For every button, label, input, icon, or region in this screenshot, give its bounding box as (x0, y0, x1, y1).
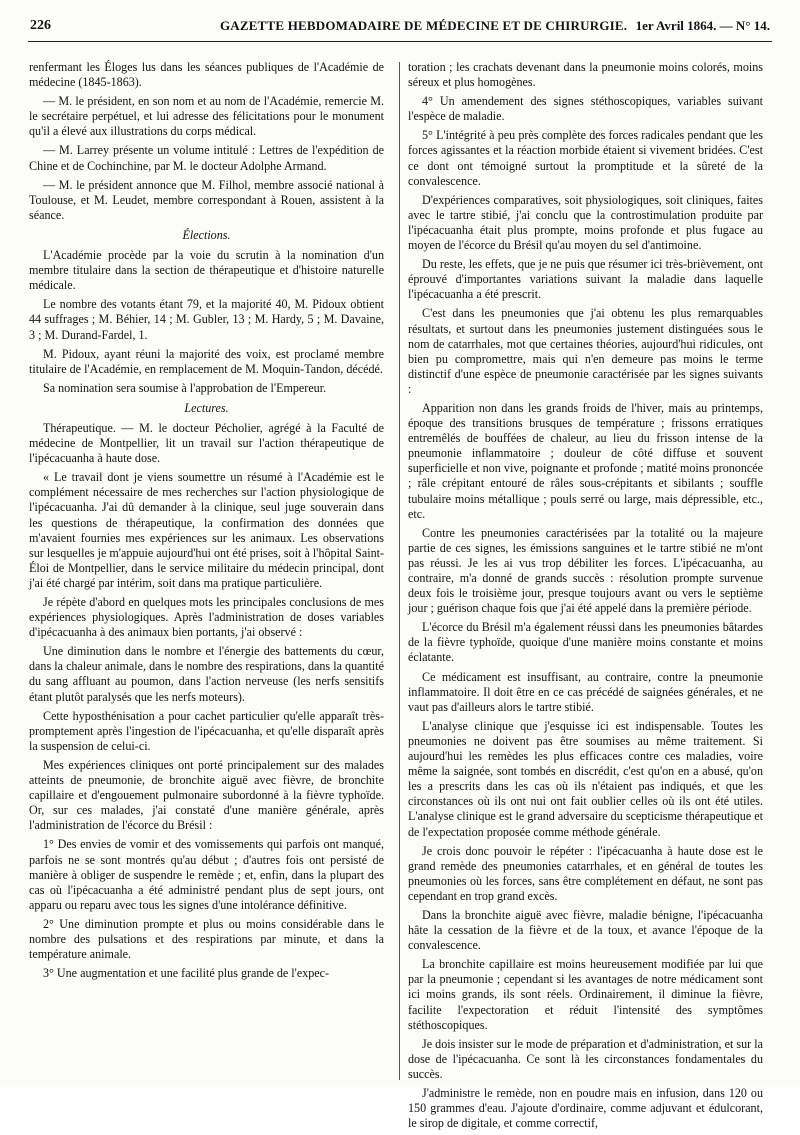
paragraph: 3° Une augmentation et une facilité plus grande de l'expec- (43, 966, 330, 981)
paragraph: C'est dans les pneumonies que j'ai obtenu les plus remarquables résultats, et surtout dans les pneumonies justement distinguées sous le nom de catarrhales, mot que certaines théories, aujourd'hui ridicules, ont bien pu compromettre, mais qui n'en demeure pas moins le terme distinctif d'une espèce de pneumonie caractérisée par les signes suivants : (408, 306, 763, 396)
paragraph: 2° Une diminution prompte et plus ou moins considérable dans le nombre des pulsations et des respirations par minute, et dans la température animale. (29, 916, 384, 962)
paragraph: Apparition non dans les grands froids de l'hiver, mais au printemps, époque des transitions brusques de température ; frissons erratiques entremêlés de bouffées de chaleur, au lieu du frisson intense de la pneumonie inflammatoire ; douleur de côté diffuse et souvent superficielle et non vive, poignante et profonde ; matité moins prononcée ; râle crépitant entouré de râles sous-crépitants et sibilants ; souffle tubulaire moins métallique ; pouls serré ou large, mais dépressible, etc., etc. (408, 400, 763, 521)
header-rule (28, 41, 772, 42)
paragraph: — M. le président annonce que M. Filhol, membre associé national à Toulouse, et M. Leudet, membre correspondant à Rouen, assistent à la séance. (29, 177, 384, 222)
section-heading-elections: Élections. (182, 227, 231, 242)
paragraph: — M. Larrey présente un volume intitulé : Lettres de l'expédition de Chine et de Cochinchine, par M. le docteur Adolphe Armand. (29, 143, 384, 173)
paragraph: — M. le président, en son nom et au nom de l'Académie, remercie M. le secrétaire perpétuel, et lui adresse des félicitations pour le monument qu'il a élevé aux illustrations du corps médical. (29, 94, 384, 139)
paragraph: renfermant les Éloges lus dans les séances publiques de l'Académie de médecine (1845-1863). (29, 60, 384, 90)
paragraph: Du reste, les effets, que je ne puis que résumer ici très-brièvement, ont éprouvé d'importantes variations suivant la maladie dans laquelle l'ipécacuanha a été prescrit. (408, 257, 763, 302)
paragraph: L'analyse clinique que j'esquisse ici est indispensable. Toutes les pneumonies ne doivent pas être soumises au même traitement. Si aujourd'hui les remèdes les plus efficaces contre ces maladies, voire même la saignée, sont tombés en discrédit, c'est qu'on en a abusé, qu'on les a prescrits dans les cas où ils n'étaient pas indiqués, et que les circonstances où ils ont nui ont fait oublier celles où ils ont été utiles. L'analyse clinique est le grand adversaire du scepticisme thérapeutique et de l'expectation proposée comme méthode générale. (408, 718, 763, 839)
paragraph: La bronchite capillaire est moins heureusement modifiée par lui que par la pneumonie ; cependant si les avantages de notre médicament sont ici moins grands, ils sont réels. Ordinairement, il diminue la fièvre, facilite l'expectoration et réduit l'intensité des symptômes stéthoscopiques. (408, 957, 763, 1032)
paragraph: Mes expériences cliniques ont porté principalement sur des malades atteints de pneumonie, de bronchite aiguë avec fièvre, de bronchite capillaire et d'engouement pulmonaire subordonné à la fièvre typhoïde. Or, sur ces malades, j'ai constaté d'une manière générale, après l'administration de l'écorce du Brésil : (29, 757, 384, 833)
paragraph: Dans la bronchite aiguë avec fièvre, maladie bénigne, l'ipécacuanha hâte la cessation de la fièvre et de la toux, et avance l'époque de la convalescence. (408, 907, 763, 953)
paragraph: L'Académie procède par la voie du scrutin à la nomination d'un membre titulaire dans la section de thérapeutique et d'histoire naturelle médicale. (29, 248, 384, 293)
paragraph: 4° Un amendement des signes stéthoscopiques, variables suivant l'espèce de maladie. (408, 94, 763, 124)
paragraph: Thérapeutique. — M. le docteur Pécholier, agrégé à la Faculté de médecine de Montpellier, lit un travail sur l'action thérapeutique de l'ipécacuanha à haute dose. (29, 420, 384, 466)
journal-title: GAZETTE HEBDOMADAIRE DE MÉDECINE ET DE CHIRURGIE. (220, 18, 628, 33)
paragraph: Le nombre des votants étant 79, et la majorité 40, M. Pidoux obtient 44 suffrages ; M. Béhier, 14 ; M. Gubler, 13 ; M. Hardy, 5 ; M. Davaine, 3 ; M. Durand-Fardel, 1. (29, 297, 384, 342)
paragraph: Contre les pneumonies caractérisées par la totalité ou la majeure partie de ces signes, les émissions sanguines et le tartre stibié ne m'ont pas réussi. Je les ai vus trop débiliter les forces. L'ipécacuanha, au contraire, m'a donné de grands succès : résolution prompte survenue deux fois le troisième jour, presque toujours avant ou vers le septième jour ; guérison chaque fois que j'ai été appelé dans la première période. (408, 525, 763, 616)
paragraph: Ce médicament est insuffisant, au contraire, contre la pneumonie inflammatoire. Il doit être en ce cas précédé de saignées générales, et ne vaut pas d'ailleurs alors le tartre stibié. (408, 669, 763, 714)
paragraph: Je dois insister sur le mode de préparation et d'administration, et sur la dose de l'ipécacuanha. Ce sont là les circonstances fondamentales du succès. (408, 1036, 763, 1081)
left-column (29, 60, 384, 985)
paragraph: Une diminution dans le nombre et l'énergie des battements du cœur, dans la chaleur animale, dans le nombre des respirations, dans la quantité du sang affluant au poumon, dans l'action nerveuse (les nerfs sensitifs étant plutôt paralysés que les nerfs moteurs). (29, 644, 384, 704)
paragraph: Je crois donc pouvoir le répéter : l'ipécacuanha à haute dose est le grand remède des pneumonies catarrhales, et en général de toutes les pneumonies où les forces, sans être complétement en défaut, ne sont pas cependant en trop grand excès. (408, 843, 763, 903)
paragraph: toration ; les crachats devenant dans la pneumonie moins colorés, moins séreux et plus homogènes. (408, 60, 763, 90)
paragraph: Cette hyposthénisation a pour cachet particulier qu'elle apparaît très-promptement après l'ingestion de l'ipécacuanha, et qu'elle disparaît après la suspension de celui-ci. (29, 708, 384, 753)
paragraph: L'écorce du Brésil m'a également réussi dans les pneumonies bâtardes de la fièvre typhoïde, quoique d'une manière moins constante et moins éclatante. (408, 620, 763, 665)
column-divider (399, 62, 400, 1080)
paragraph: « Le travail dont je viens soumettre un résumé à l'Académie est le complément nécessaire de mes recherches sur l'action physiologique de l'ipécacuanha. J'ai dû demander à la clinique, seul juge souverain dans les questions de thérapeutique, la confirmation des données que m'avaient fournies mes expériences sur les animaux. Les observations sur lesquelles je m'appuie aujourd'hui ont été prises, soit à l'hôpital Saint-Éloi de Montpellier, dans le service militaire du médecin principal, dont j'ai été chargé par intérim, soit dans ma pratique particulière. (29, 470, 384, 590)
page-number: 226 (30, 18, 51, 33)
paragraph: M. Pidoux, ayant réuni la majorité des voix, est proclamé membre titulaire de l'Académie, en remplacement de M. Moquin-Tandon, décédé. (29, 346, 384, 376)
issue-date: 1er Avril 1864. — N° 14. (635, 18, 770, 33)
page-header (30, 18, 770, 38)
section-heading-lectures: Lectures. (184, 400, 229, 415)
paragraph: Je répète d'abord en quelques mots les principales conclusions de mes expériences physiologiques. Après l'administration de doses variables d'ipécacuanha à des animaux bien portants, j'ai observé : (29, 595, 384, 640)
paragraph: Sa nomination sera soumise à l'approbation de l'Empereur. (43, 380, 327, 395)
right-column (408, 60, 763, 1135)
paragraph: 5° L'intégrité à peu près complète des forces radicales pendant que les forces agissantes et la réaction morbide étaient si vivement bridées. C'est ce dont ont témoigné surtout la promptitude et la sûreté de la convalescence. (408, 128, 763, 188)
paragraph: J'administre le remède, non en poudre mais en infusion, dans 120 ou 150 grammes d'eau. J'ajoute d'ordinaire, comme adjuvant et édulcorant, le sirop de digitale, et comme correctif, (408, 1086, 763, 1131)
paragraph: D'expériences comparatives, soit physiologiques, soit cliniques, faites avec le tartre stibié, j'ai conclu que la controstimulation produite par l'ipécacuanha était plus prompte, moins profonde et plus fugace au moyen de l'écorce du Brésil qu'au moyen du sel d'antimoine. (408, 192, 763, 253)
paragraph: 1° Des envies de vomir et des vomissements qui parfois ont manqué, parfois ne se sont montrés qu'au début ; d'autres fois ont persisté de manière à obliger de suspendre le remède ; et, enfin, dans la plupart des cas où l'ipécacuanha a été administré pendant plus de sept jours, ont apparu ou reparu avec tous les signes d'une intolérance définitive. (29, 837, 384, 912)
